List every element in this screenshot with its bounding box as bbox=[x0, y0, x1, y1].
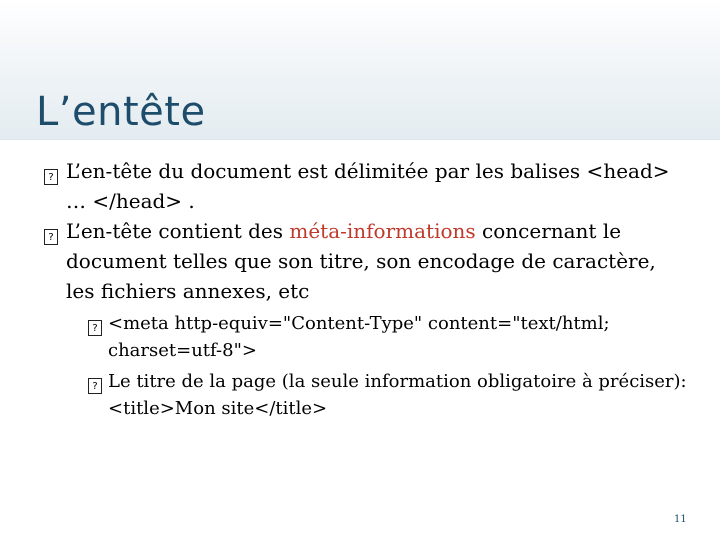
sub-bullet-text: <meta http-equiv="Content-Type" content="text/html; charset=utf-8"> bbox=[108, 313, 610, 361]
sub-bullet-text: Le titre de la page (la seule information obligatoire à préciser): <title>Mon site</title> bbox=[108, 371, 687, 419]
highlighted-term: méta-informations bbox=[289, 219, 476, 243]
bullet-item bbox=[48, 216, 688, 306]
bullet-marker-icon: ? bbox=[44, 156, 58, 186]
bullet-marker-icon: ? bbox=[88, 368, 102, 395]
slide-title: L’entête bbox=[36, 89, 206, 135]
bullet-item bbox=[48, 156, 688, 216]
sub-bullet-item bbox=[92, 310, 688, 364]
page-number: 11 bbox=[674, 514, 687, 525]
bullet-text-after: concernant le document telles que son titre, son encodage de caractère, les fichiers annexes, etc bbox=[66, 219, 656, 303]
bullet-marker-icon: ? bbox=[88, 310, 102, 337]
bullet-marker-icon: ? bbox=[44, 216, 58, 246]
bullet-text-before: L’en-tête contient des bbox=[66, 219, 290, 243]
bullet-text: L’en-tête du document est délimitée par les balises <head> … </head> . bbox=[66, 159, 670, 213]
slide-content bbox=[48, 156, 688, 422]
sub-bullet-item bbox=[92, 368, 688, 422]
